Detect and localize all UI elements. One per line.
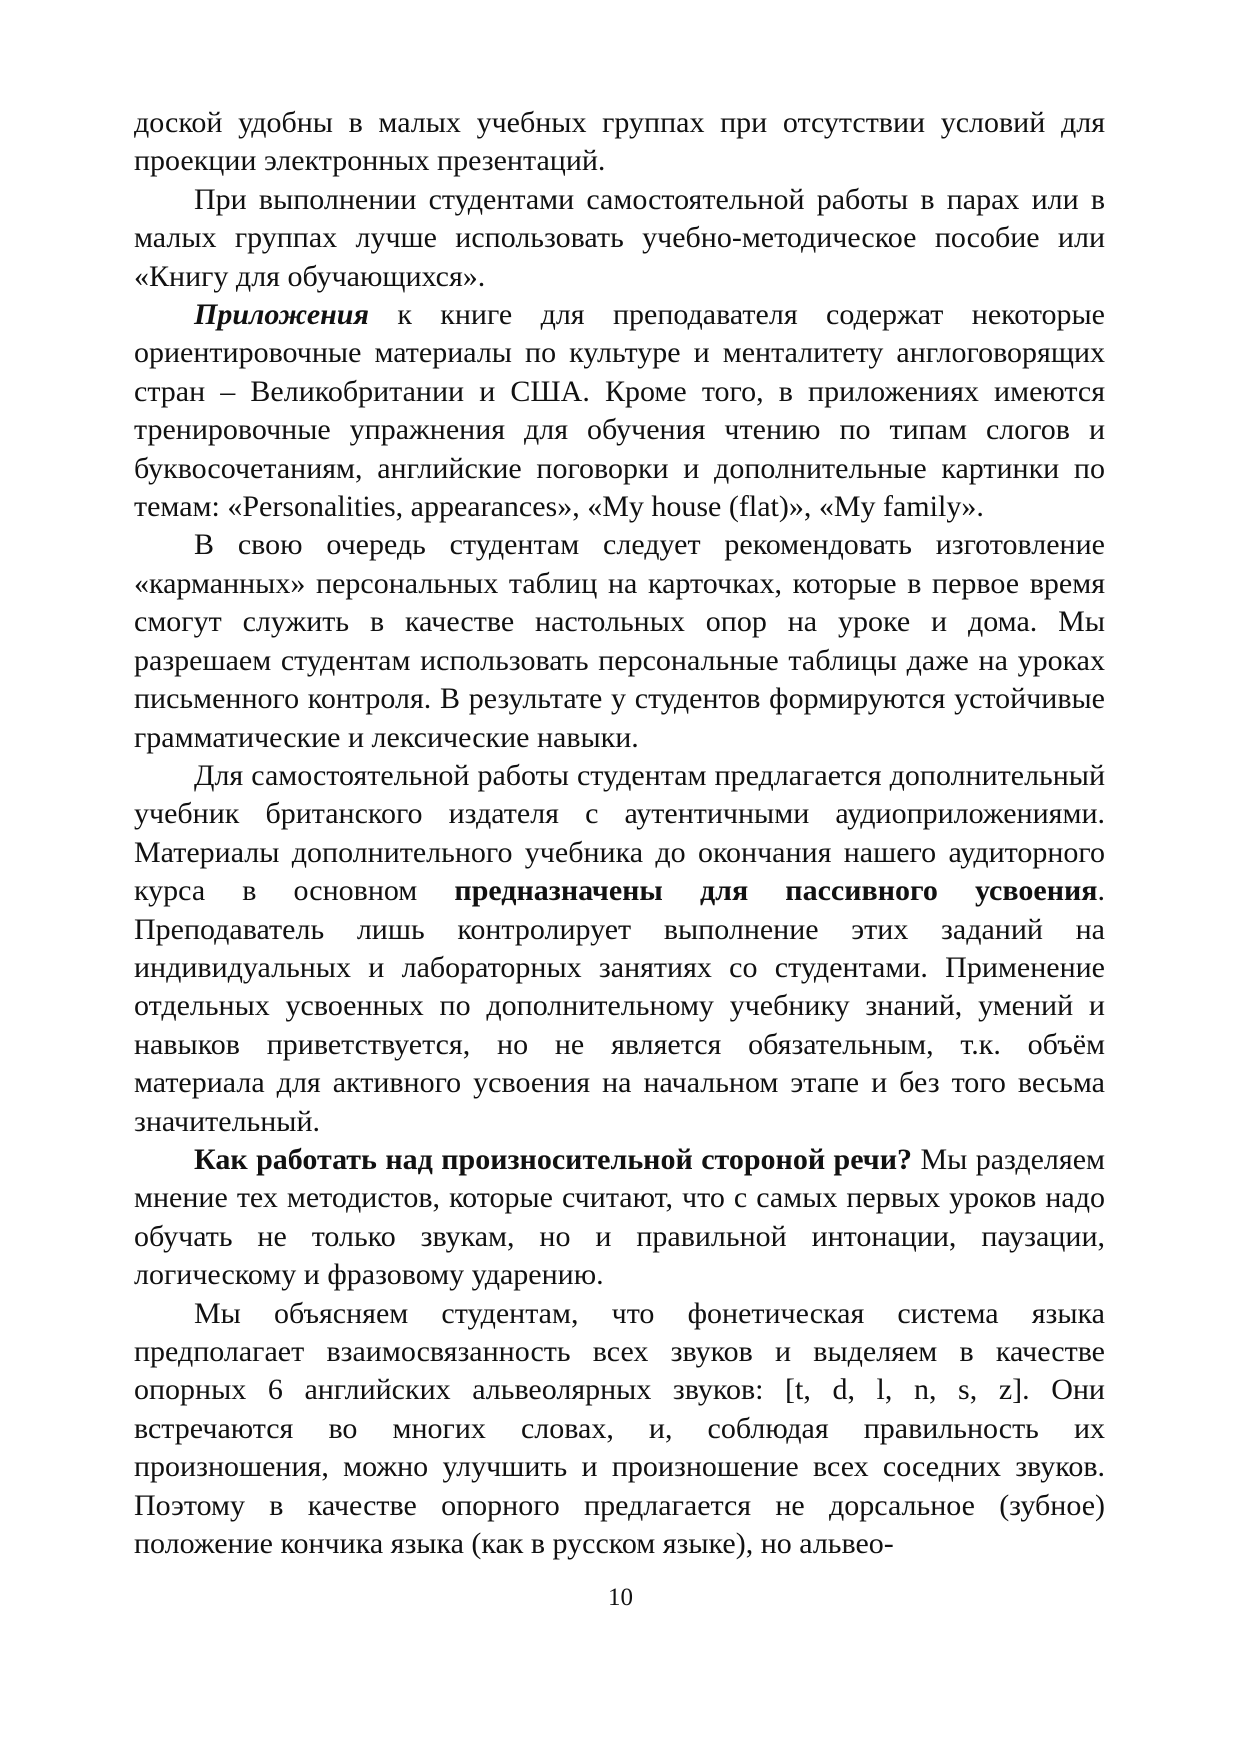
paragraph-study-materials [134, 181, 1105, 296]
paragraph-text: Мы разделяем мнение тех методистов, которые считают, что с самых первых уроков надо обучать не только звукам, но и правильной интонации, паузации, логическому и фразовому ударению. [134, 1142, 1105, 1292]
paragraph-text: к книге для преподавателя содержат некоторые ориентировочные материалы по культуре и менталитету англоговорящих стран – Великобритании и США. Кроме того, в приложениях имеются тренировочные упражнения для обучения чтению по типам слогов и буквосочетаниям, английские поговорки и дополнительные картинки по темам: «Personalities, appearances», «My house (flat)», «My family». [134, 298, 1105, 524]
paragraph-text: . Преподаватель лишь контролирует выполнение этих заданий на индивидуальных и лабораторных занятиях со студентами. Применение отдельных усвоенных по дополнительному учебнику знаний, умений и навыков приветствуется, но не является обязательным, т.к. объём материала для активного усвоения на начальном этапе и без того весьма значительный. [134, 874, 1105, 1138]
paragraph-phonetics [134, 1295, 1105, 1564]
paragraph-self-study [134, 757, 1105, 1141]
pronunciation-question: Как работать над произносительной стороной речи? [194, 1142, 913, 1176]
passive-acquisition-emphasis: предназначены для пассивного усвоения [454, 874, 1098, 908]
paragraph-text: доской удобны в малых учебных группах при отсутствии условий для проекции электронных презентаций. [134, 106, 1105, 178]
paragraph-pronunciation [134, 1141, 1105, 1295]
paragraph-text: Мы объясняем студентам, что фонетическая система языка предполагает взаимосвязанность всех звуков и выделяем в качестве опорных 6 английских альвеолярных звуков: [t, d, l, n, s, z]. Они встречаются во многих словах, и, соблюдая правильность их произношения, можно улучшить и произношение всех соседних звуков. Поэтому в качестве опорного предлагается не дорсальное (зубное) положение кончика языка (как в русском языке), но альвео- [134, 1296, 1105, 1561]
paragraph-text: Для самостоятельной работы студентам предлагается дополнительный учебник британского издателя с аутентичными аудиоприложениями. Материалы дополнительного учебника до окончания нашего аудиторного курса в основном [134, 758, 1105, 908]
page-number: 10 [608, 1584, 633, 1611]
paragraph-continuation [134, 104, 1105, 181]
paragraph-text: В свою очередь студентам следует рекомендовать изготовление «карманных» персональных таблиц на карточках, которые в первое время смогут служить в качестве настольных опор на уроке и дома. Мы разрешаем студентам использовать персональные таблицы даже на уроках письменного контроля. В результате у студентов формируются устойчивые грамматические и лексические навыки. [134, 528, 1105, 754]
appendices-term: Приложения [194, 298, 369, 332]
page-body [134, 104, 1105, 1563]
paragraph-pocket-tables [134, 526, 1105, 756]
paragraph-appendices [134, 296, 1105, 526]
paragraph-text: При выполнении студентами самостоятельной работы в парах или в малых группах лучше использовать учебно-методическое пособие или «Книгу для обучающихся». [134, 182, 1105, 293]
